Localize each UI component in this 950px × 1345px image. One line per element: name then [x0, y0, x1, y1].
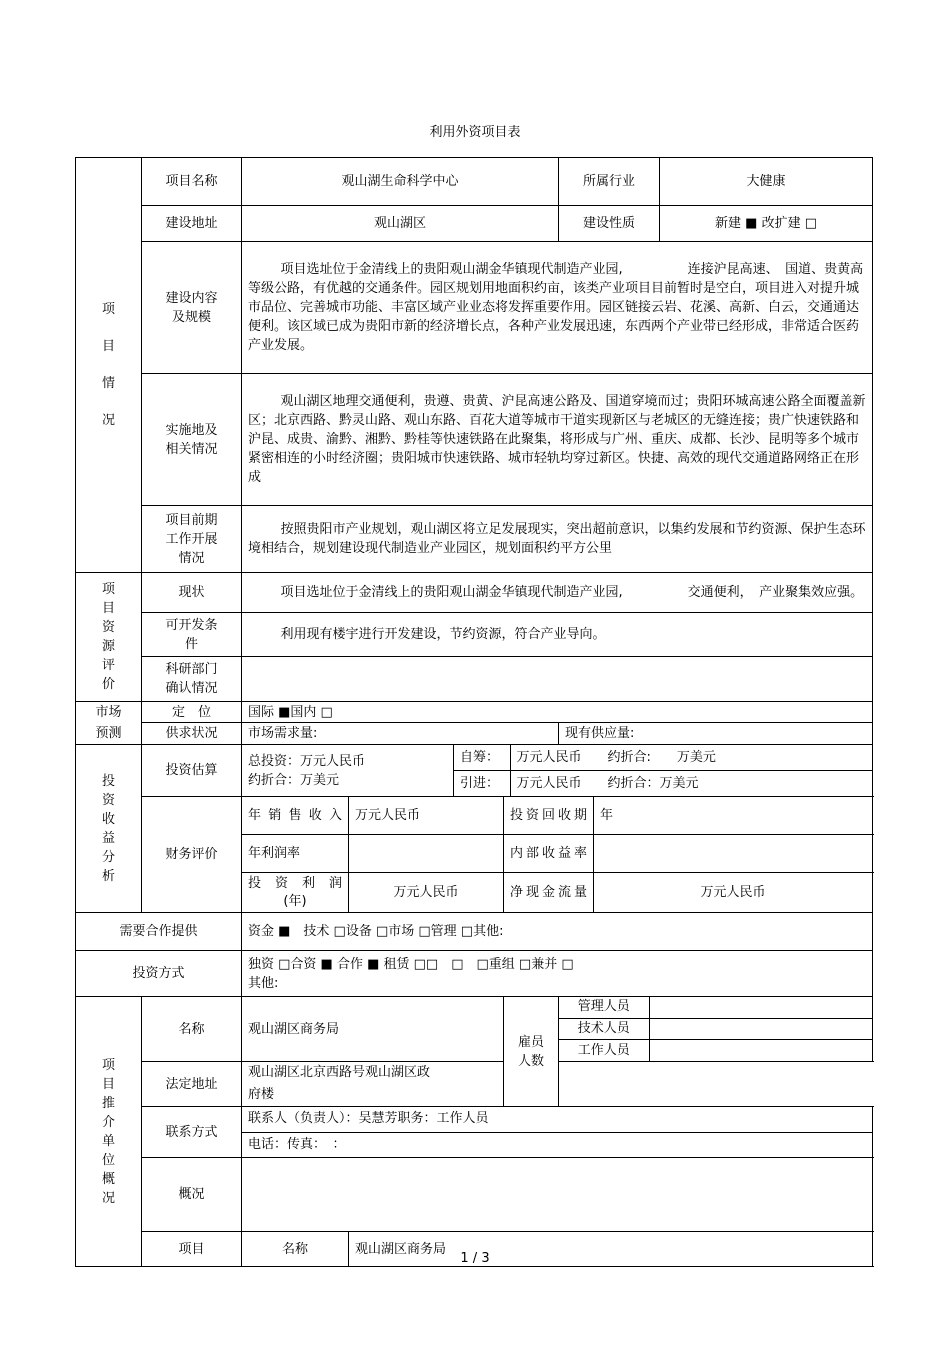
section-label-investment: 投 资 收 益 分 析 — [76, 745, 142, 913]
estimate-label: 投资估算 — [142, 745, 242, 797]
section-label-resource: 项 目 资 源 评 价 — [76, 573, 142, 702]
contact-line-2: 电话：传真： ： — [248, 1136, 346, 1152]
nature-label: 建设性质 — [559, 206, 660, 242]
mgmt-label: 管理人员 — [559, 997, 649, 1018]
dev-label: 可开发条 件 — [142, 613, 242, 657]
contact-label: 联系方式 — [142, 1107, 242, 1158]
status-label: 现状 — [142, 573, 242, 613]
supply-label: 供求状况 — [142, 723, 242, 745]
intro-value: 万元人民币 约折合：万美元 — [510, 771, 872, 797]
position-value: 国际 ■国内 □ — [242, 702, 873, 723]
sales-label: 年销售收入 — [242, 797, 349, 835]
prework-label: 项目前期 工作开展 情况 — [142, 506, 242, 573]
address-label: 建设地址 — [142, 206, 242, 242]
project-table — [75, 157, 873, 1267]
employees-table — [559, 997, 873, 1062]
invest-mode-value: 独资 □合资 ■ 合作 ■ 租赁 □□ □ □重组 □兼并 □ 其他: — [242, 951, 873, 997]
industry-label: 所属行业 — [559, 158, 660, 206]
dev-text: 利用现有楼宇进行开发建设，节约资源，符合产业导向。 — [242, 613, 873, 657]
position-label: 定 位 — [142, 702, 242, 723]
funding-sources — [454, 745, 873, 797]
finance-label: 财务评价 — [142, 797, 242, 913]
industry-value: 大健康 — [660, 158, 873, 206]
return-label: 投资利润 (年) — [242, 873, 349, 913]
status-text: 项目选址位于金清线上的贵阳观山湖金华镇现代制造产业园, 交通便利， 产业聚集效应强。 — [242, 573, 873, 613]
project-name-label: 项目名称 — [142, 158, 242, 206]
contact-line-1: 联系人（负责人）：吴慧芳职务：工作人员 — [242, 1107, 872, 1132]
unit-address-value: 观山湖区北京西路号观山湖区政 府楼 — [242, 1062, 504, 1107]
self-value: 万元人民币 约折合: 万美元 — [510, 745, 872, 771]
overview-label: 概况 — [142, 1158, 242, 1232]
self-label: 自筹： — [454, 745, 510, 771]
irr-label: 内部收益率 — [504, 835, 594, 873]
nature-value: 新建 ■ 改扩建 □ — [660, 206, 873, 242]
last-row-label: 项目 — [142, 1232, 242, 1267]
prework-text: 按照贵阳市产业规划，观山湖区将立足发展现实，突出超前意识，以集约发展和节约资源、保护生态环境相结合，规划建设现代制造业产业园区，规划面积约平方公里 — [242, 506, 873, 573]
last-row-name-label: 名称 — [242, 1232, 349, 1267]
sales-value: 万元人民币 — [349, 797, 504, 835]
return-value: 万元人民币 — [349, 873, 504, 913]
site-text: 观山湖区地理交通便利，贵遵、贵黄、沪昆高速公路及、国道穿境而过；贵阳环城高速公路全面覆盖新区；北京西路、黔灵山路、观山东路、百花大道等城市干道实现新区与老城区的无缝连接；贵广快速铁路和沪昆、成贵、渝黔、湘黔、黔桂等快速铁路在此聚集，将形成与广州、重庆、成都、长沙、昆明等多个城市紧密相连的小时经济圈；贵阳城市快速铁路、城市轻轨均穿过新区。快捷、高效的现代交通道路网络正在形成 — [242, 374, 873, 506]
employees-label: 雇员 人数 — [504, 997, 559, 1107]
cooperation-label: 需要合作提供 — [76, 913, 242, 951]
unit-name-value: 观山湖区商务局 — [242, 997, 504, 1062]
scope-text: 项目选址位于金清线上的贵阳观山湖金华镇现代制造产业园, 连接沪昆高速、 国道、贵黄高等级公路，有优越的交通条件。园区规划用地面积约亩，该类产业项目目前暂时是空白，项目进入对提升城市品位、完善城市功能、丰富区域产业业态将发挥重要作用。园区链接云岩、花溪、高新、白云，交通通达便利。该区域已成为贵阳市新的经济增长点，各种产业发展迅速，东西两个产业带已经形成，非常适合医药产业发展。 — [242, 242, 873, 374]
supply-text: 现有供应量: — [559, 723, 873, 745]
research-text — [242, 657, 873, 702]
work-label: 工作人员 — [559, 1040, 649, 1061]
project-name-value: 观山湖生命科学中心 — [242, 158, 559, 206]
unit-name-label: 名称 — [142, 997, 242, 1062]
mgmt-value — [649, 997, 872, 1018]
payback-value: 年 — [594, 797, 873, 835]
last-row-name-value: 观山湖区商务局 — [349, 1232, 873, 1267]
cashflow-value: 万元人民币 — [594, 873, 873, 913]
site-label: 实施地及 相关情况 — [142, 374, 242, 506]
overview-value — [242, 1158, 873, 1232]
work-value — [649, 1040, 872, 1061]
irr-value — [594, 835, 873, 873]
total-investment: 总投资：万元人民币 约折合：万美元 — [242, 745, 454, 797]
profit-label: 年利润率 — [242, 835, 349, 873]
tech-label: 技术人员 — [559, 1018, 649, 1040]
cooperation-value: 资金 ■ 技术 □设备 □市场 □管理 □其他: — [242, 913, 873, 951]
page-title: 利用外资项目表 — [429, 125, 521, 140]
scope-label: 建设内容 及规模 — [142, 242, 242, 374]
invest-mode-label: 投资方式 — [76, 951, 242, 997]
unit-address-label: 法定地址 — [142, 1062, 242, 1107]
research-label: 科研部门 确认情况 — [142, 657, 242, 702]
page-number: 1 / 3 — [460, 1251, 490, 1266]
cashflow-label: 净现金流量 — [504, 873, 594, 913]
tech-value — [649, 1018, 872, 1040]
intro-label: 引进： — [454, 771, 510, 797]
profit-value — [349, 835, 504, 873]
market-label-1: 市场 — [76, 702, 142, 723]
address-value: 观山湖区 — [242, 206, 559, 242]
market-label-2: 预测 — [76, 723, 142, 745]
contact-value — [242, 1107, 873, 1158]
demand-text: 市场需求量: — [242, 723, 559, 745]
section-label-project: 项 目 情 况 — [76, 158, 142, 573]
section-label-unit: 项 目 推 介 单 位 概 况 — [76, 997, 142, 1267]
payback-label: 投资回收期 — [504, 797, 594, 835]
